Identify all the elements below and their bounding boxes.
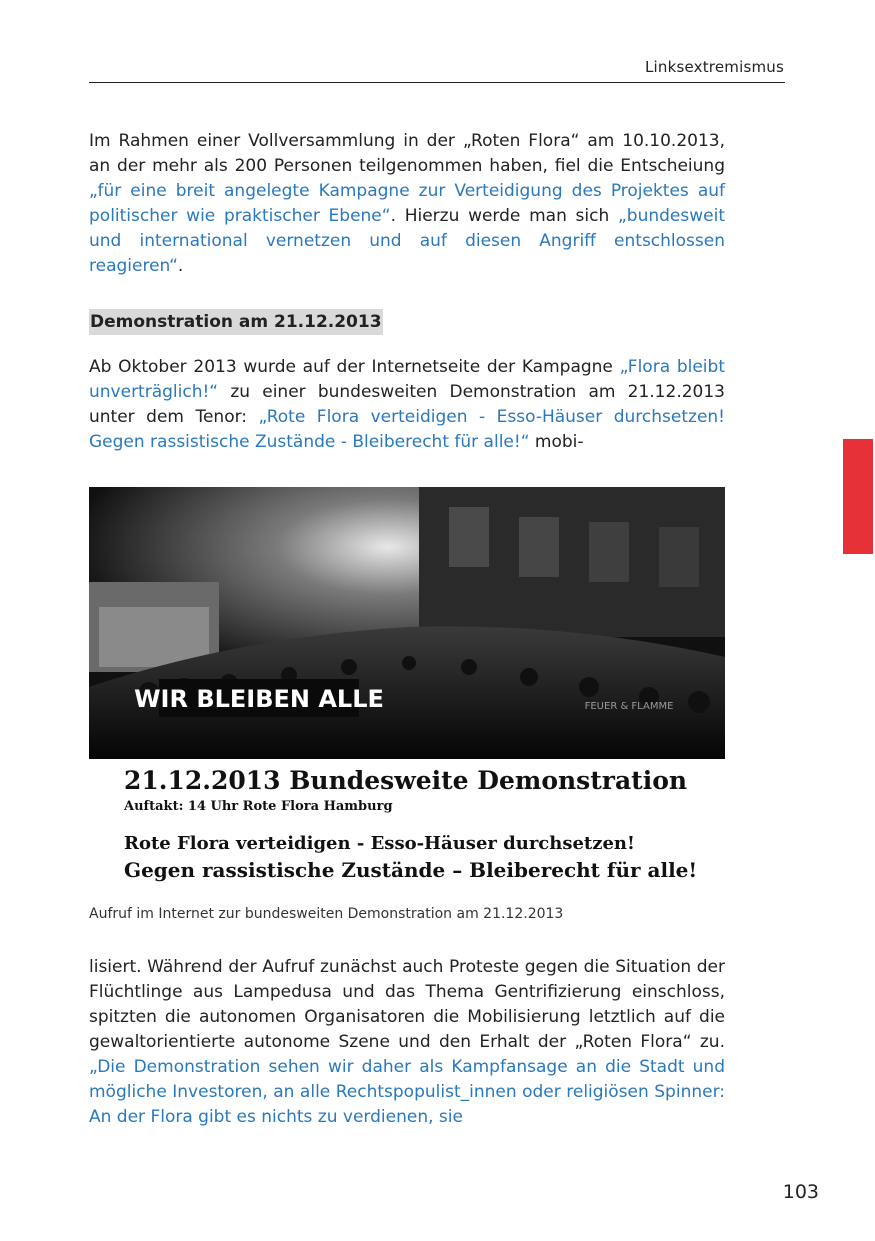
poster-line-2: Gegen rassistische Zustände – Bleiberecht für alle! — [124, 858, 698, 882]
paragraph-mobilisierung — [89, 955, 725, 1130]
paragraph-text: Im Rahmen einer Vollversammlung in der „Roten Flora“ am 10.10.2013, an der mehr als 200 Personen teilgenommen haben, fiel die Entscheiung — [89, 131, 725, 176]
crowd-night-scene — [89, 487, 725, 759]
paragraph-text: Ab Oktober 2013 wurde auf der Internetseite der Kampagne — [89, 357, 620, 377]
section-heading: Demonstration am 21.12.2013 — [89, 309, 383, 335]
figure-caption: Aufruf im Internet zur bundesweiten Demonstration am 21.12.2013 — [89, 906, 564, 922]
paragraph-text: mobi- — [529, 432, 584, 452]
chapter-marker-tab — [843, 439, 873, 554]
page-number: 103 — [782, 1181, 819, 1203]
quote: „Rote Flora verteidigen - Esso-Häuser durchsetzen! Gegen rassistische Zustände - Bleiberecht für alle!“ — [89, 407, 725, 452]
poster-title: 21.12.2013 Bundesweite Demonstration — [124, 766, 688, 795]
paragraph-text: . — [177, 256, 184, 276]
poster-line-1: Rote Flora verteidigen - Esso-Häuser durchsetzen! — [124, 833, 635, 854]
quote: „für eine breit angelegte Kampagne zur Verteidigung des Projektes auf politischer wie praktischer Ebene“ — [89, 181, 725, 226]
poster-subtitle: Auftakt: 14 Uhr Rote Flora Hamburg — [124, 799, 393, 814]
paragraph-text: lisiert. Während der Aufruf zunächst auch Proteste gegen die Situation der Flüchtlinge aus Lampedusa und das Thema Gentrifizierung einschloss, spitzten die autonomen Organisatoren die Mobilisierung letztlich auf die gewaltorientierte autonome Szene und den Erhalt der „Roten Flora“ zu. — [89, 957, 725, 1052]
paragraph-vollversammlung — [89, 129, 725, 279]
demonstration-photo — [89, 487, 725, 759]
quote: „Flora bleibt unverträglich!“ — [89, 357, 725, 402]
sign-text: FEUER & FLAMME — [584, 701, 674, 712]
quote: „Die Demonstration sehen wir daher als Kampfansage an die Stadt und mögliche Investoren, an alle Rechtspopulist_innen oder religiösen Spinner: An der Flora gibt es nichts zu verdienen, sie — [89, 1057, 725, 1127]
banner-text: WIR BLEIBEN ALLE — [134, 685, 384, 713]
header-divider — [89, 82, 785, 83]
quote: „bundesweit und international vernetzen und auf diesen Angriff entschlossen reagieren“ — [89, 206, 725, 276]
paragraph-text: zu einer bundesweiten Demonstration am 21.12.2013 unter dem Tenor: — [89, 382, 725, 427]
paragraph-kampagne — [89, 355, 725, 455]
paragraph-text: . Hierzu werde man sich — [390, 206, 618, 226]
running-header: Linksextremismus — [644, 58, 784, 76]
